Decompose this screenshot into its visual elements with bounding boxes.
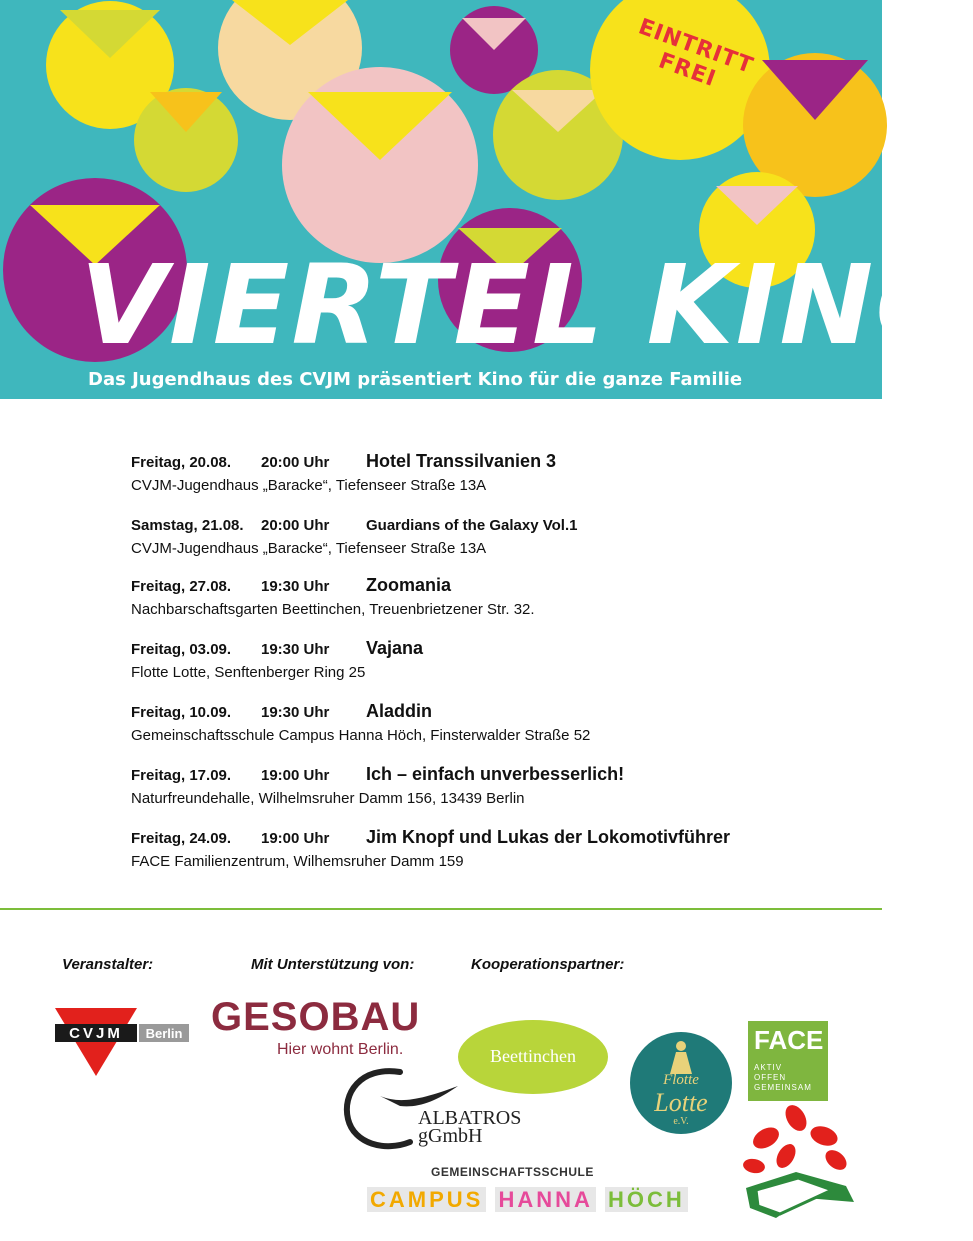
event-time: 19:00 Uhr — [261, 767, 330, 784]
event-title: Hotel Transsilvanien 3 — [366, 451, 557, 471]
campus-word: CAMPUS — [367, 1187, 486, 1212]
screening-list — [131, 448, 831, 887]
page-title: VIERTEL KINO — [80, 241, 973, 369]
event-date: Freitag, 17.09. — [131, 767, 232, 784]
list-item — [131, 824, 831, 887]
gesobau-tagline: Hier wohnt Berlin. — [277, 1041, 404, 1058]
lotte-line2: Lotte — [654, 1088, 708, 1117]
cvjm-city: Berlin — [145, 1026, 183, 1041]
event-date: Freitag, 27.08. — [131, 578, 232, 595]
event-venue: CVJM-Jugendhaus „Baracke“, Tiefenseer Straße 13A — [131, 477, 487, 494]
partner-label: Kooperationspartner: — [471, 956, 625, 973]
event-date: Samstag, 21.08. — [131, 517, 244, 534]
list-item — [131, 511, 831, 572]
list-item — [131, 698, 831, 761]
cvjm-logo — [55, 1008, 190, 1078]
face-name: FACE — [754, 1025, 824, 1055]
event-title: Jim Knopf und Lukas der Lokomotivführer — [366, 827, 731, 847]
beettinchen-name: Beettinchen — [490, 1046, 576, 1066]
campus-hanna-hoech-logo — [367, 1165, 719, 1220]
event-date: Freitag, 20.08. — [131, 454, 232, 471]
face-tagline-1: AKTIV — [754, 1063, 783, 1072]
campus-word: HÖCH — [605, 1187, 688, 1212]
face-logo — [748, 1021, 828, 1101]
header-banner — [0, 0, 973, 399]
page-subtitle: Das Jugendhaus des CVJM präsentiert Kino für die ganze Familie — [88, 369, 743, 390]
event-venue: Naturfreundehalle, Wilhelmsruher Damm 156, 13439 Berlin — [131, 790, 525, 807]
event-time: 19:00 Uhr — [261, 830, 330, 847]
campus-name — [367, 1187, 688, 1213]
event-title: Ich – einfach unverbesserlich! — [366, 764, 625, 784]
list-item — [131, 572, 831, 635]
event-date: Freitag, 10.09. — [131, 704, 232, 721]
lotte-line1: Flotte — [663, 1072, 699, 1088]
flotte-lotte-logo — [630, 1032, 732, 1134]
event-venue: CVJM-Jugendhaus „Baracke“, Tiefenseer Straße 13A — [131, 540, 487, 557]
section-divider — [0, 908, 882, 910]
albatros-name: ALBATROS — [418, 1107, 522, 1129]
cvjm-letters: CVJM — [69, 1025, 123, 1042]
campus-school-type: GEMEINSCHAFTSSCHULE — [431, 1165, 594, 1179]
event-time: 19:30 Uhr — [261, 704, 330, 721]
event-venue: Gemeinschaftsschule Campus Hanna Höch, Finsterwalder Straße 52 — [131, 727, 591, 744]
event-date: Freitag, 03.09. — [131, 641, 232, 658]
event-title: Guardians of the Galaxy Vol.1 — [366, 517, 578, 534]
lotte-line3: e.V. — [673, 1116, 689, 1127]
event-venue: Flotte Lotte, Senftenberger Ring 25 — [131, 664, 366, 681]
face-tagline — [754, 1063, 812, 1093]
event-venue: Nachbarschaftsgarten Beettinchen, Treuenbrietzener Str. 32. — [131, 601, 535, 618]
list-item — [131, 448, 831, 511]
gesobau-logo — [211, 995, 421, 1063]
campus-word: HANNA — [495, 1187, 595, 1212]
naturfreunde-logo — [736, 1098, 858, 1223]
list-item — [131, 761, 831, 824]
event-title: Vajana — [366, 638, 424, 658]
event-time: 20:00 Uhr — [261, 454, 330, 471]
albatros-form: gGmbH — [418, 1125, 483, 1147]
face-tagline-2: OFFEN — [754, 1073, 787, 1082]
event-time: 19:30 Uhr — [261, 641, 330, 658]
albatros-logo — [340, 1064, 540, 1154]
event-title: Aladdin — [366, 701, 432, 721]
event-title: Zoomania — [366, 575, 452, 595]
list-item — [131, 635, 831, 698]
event-date: Freitag, 24.09. — [131, 830, 232, 847]
gesobau-name: GESOBAU — [211, 995, 421, 1039]
event-time: 19:30 Uhr — [261, 578, 330, 595]
support-label: Mit Unterstützung von: — [251, 956, 415, 973]
face-tagline-3: GEMEINSAM — [754, 1083, 812, 1092]
stamp-text: EINTRITT FREI — [635, 14, 757, 93]
event-venue: FACE Familienzentrum, Wilhemsruher Damm 159 — [131, 853, 464, 870]
event-time: 20:00 Uhr — [261, 517, 330, 534]
organizer-label: Veranstalter: — [62, 956, 154, 973]
